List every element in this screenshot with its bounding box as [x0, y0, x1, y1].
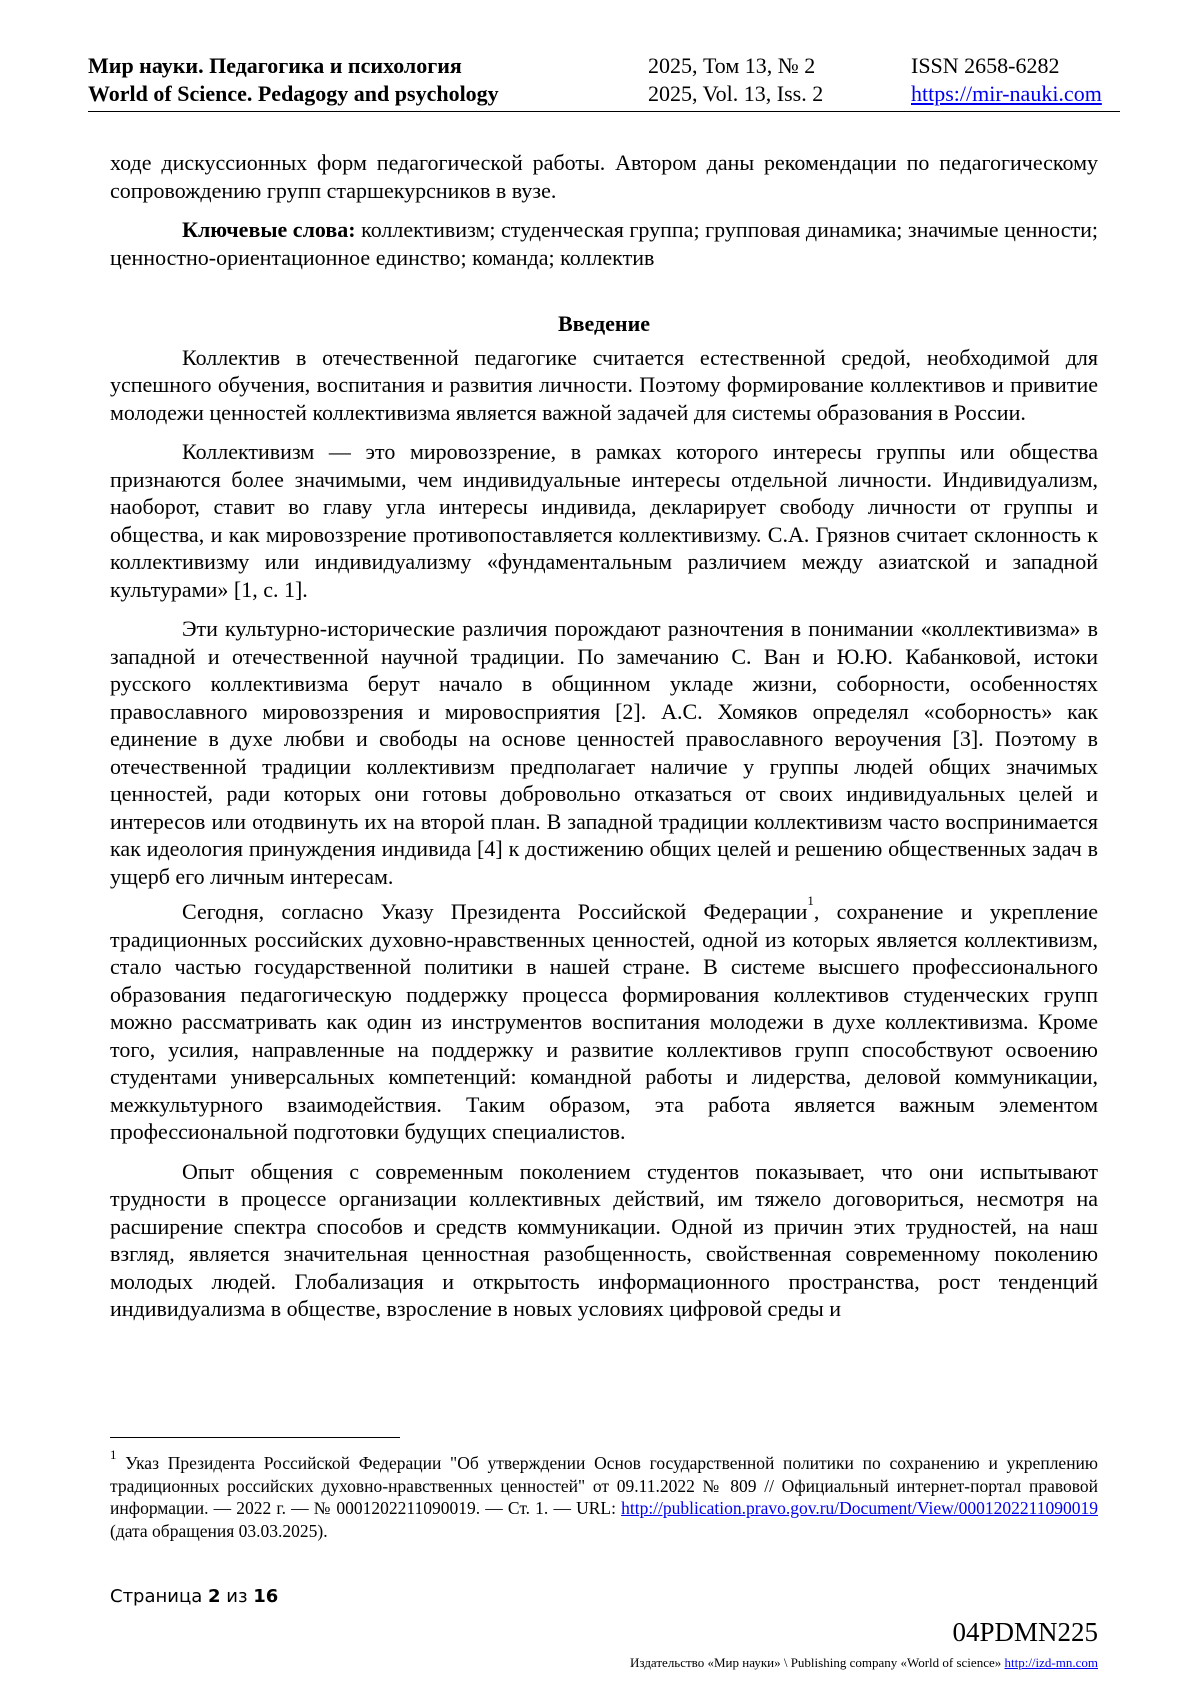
footnote-access-date: (дата обращения 03.03.2025).: [110, 1520, 328, 1541]
keywords-label: Ключевые слова:: [182, 217, 356, 242]
footnote-number: 1: [110, 1447, 117, 1462]
paragraph-4-rest: , сохранение и укрепление традиционных российских духовно-нравственных ценностей, одной из которых является коллективизм, стало частью государственной политики в нашей стране. В системе высшего профессионального образования педагогическую поддержку процесса формирования коллективов студенческих групп можно рассматривать как один из инструментов воспитания молодежи в духе коллективизма. Кроме того, усилия, направленные на поддержку и развитие коллективов групп способствуют освоению студентами универсальных компетенций: командной работы и лидерства, деловой коммуникации, межкультурного взаимодействия. Таким образом, эта работа является важным элементом профессиональной подготовки будущих специалистов.: [110, 899, 1098, 1144]
keywords: [110, 216, 1098, 271]
page-of-label: из: [226, 1586, 248, 1607]
journal-ids: [911, 52, 1102, 108]
publisher-text: Издательство «Мир науки» \ Publishing company «World of science»: [630, 1655, 1005, 1670]
page-number: [110, 1586, 278, 1607]
paragraph-3: Эти культурно-исторические различия порождают разночтения в понимании «коллективизма» в западной и отечественной научной традиции. По замечанию С. Ван и Ю.Ю. Кабанковой, истоки русского коллективизма берут начало в общинном укладе жизни, соборности, особенностях православного мировоззрения и мировосприятия [2]. А.С. Хомяков определял «соборность» как единение в духе любви и свободы на основе ценностей православного вероучения [3]. Поэтому в отечественной традиции коллективизм предполагает наличие у группы людей общих значимых ценностей, ради которых они готовы добровольно отказаться от своих индивидуальных целей и интересов или отодвинуть их на второй план. В западной традиции коллективизм часто воспринимается как идеология принуждения индивида [4] к достижению общих целей и решению общественных задач в ущерб его личным интересам.: [110, 616, 1098, 889]
footnote-ref[interactable]: 1: [807, 893, 814, 908]
paragraph-1: Коллектив в отечественной педагогике считается естественной средой, необходимой для успешного обучения, воспитания и развития личности. Поэтому формирование коллективов и привитие молодежи ценностей коллективизма является важной задачей для системы образования в России.: [110, 344, 1098, 425]
article-code: 04PDMN225: [952, 1617, 1098, 1647]
publisher-link[interactable]: http://izd-mn.com: [1004, 1655, 1098, 1670]
site-link[interactable]: https://mir-nauki.com: [911, 81, 1102, 106]
journal-title-ru: Мир науки. Педагогика и психология: [88, 53, 462, 78]
paragraph-4-start: Сегодня, согласно Указу Президента Российской Федерации: [182, 899, 808, 924]
footnote: [110, 1447, 1098, 1542]
section-heading: Введение: [557, 311, 651, 336]
page-label: Страница: [110, 1586, 203, 1607]
article-body: [110, 149, 1098, 1323]
footnote-link[interactable]: http://publication.pravo.gov.ru/Document/View/0001202211090019: [621, 1498, 1098, 1518]
keywords-text: коллективизм; студенческая группа; групповая динамика; значимые ценности; ценностно-ориентационное единство; команда; коллектив: [110, 217, 1098, 270]
volume-en: 2025, Vol. 13, Iss. 2: [648, 81, 824, 106]
issn: ISSN 2658-6282: [911, 53, 1060, 78]
abstract-end: ходе дискуссионных форм педагогической работы. Автором даны рекомендации по педагогическому сопровождению групп старшекурсников в вузе.: [110, 150, 1098, 203]
publisher-line: [630, 1655, 1098, 1671]
header-divider: [88, 111, 1120, 112]
volume-ru: 2025, Том 13, № 2: [648, 53, 816, 78]
journal-volume: [648, 52, 823, 108]
journal-title-en: World of Science. Pedagogy and psychology: [88, 81, 499, 106]
paragraph-4: [110, 893, 1098, 1146]
paragraph-2: Коллективизм — это мировоззрение, в рамках которого интересы группы или общества признаются более значимыми, чем индивидуальные интересы отдельной личности. Индивидуализм, наоборот, ставит во главу угла интересы индивида, декларирует свободу личности от группы и общества, и как мировоззрение противопоставляется коллективизму. С.А. Грязнов считает склонность к коллективизму или индивидуализму «фундаментальным различием между азиатской и западной культурами» [1, с. 1].: [110, 439, 1098, 602]
paragraph-5: Опыт общения с современным поколением студентов показывает, что они испытывают трудности в процессе организации коллективных действий, им тяжело договориться, несмотря на расширение спектра способов и средств коммуникации. Одной из причин этих трудностей, на наш взгляд, является значительная ценностная разобщенность, свойственная современному поколению молодых людей. Глобализация и открытость информационного пространства, рост тенденций индивидуализма в обществе, взросление в новых условиях цифровой среды и: [110, 1158, 1098, 1321]
footnote-text: Указ Президента Российской Федерации "Об утверждении Основ государственной политики по сохранению и укреплению традиционных российских духовно-нравственных ценностей" от 09.11.2022 № 809 // Официальный интернет-портал правовой информации. — 2022 г. — № 0001202211090019. — Ст. 1. — URL:: [110, 1453, 1098, 1518]
journal-title: [88, 52, 499, 108]
page-current: 2: [208, 1586, 221, 1607]
footnote-divider: [110, 1437, 400, 1438]
page-total: 16: [253, 1586, 279, 1607]
